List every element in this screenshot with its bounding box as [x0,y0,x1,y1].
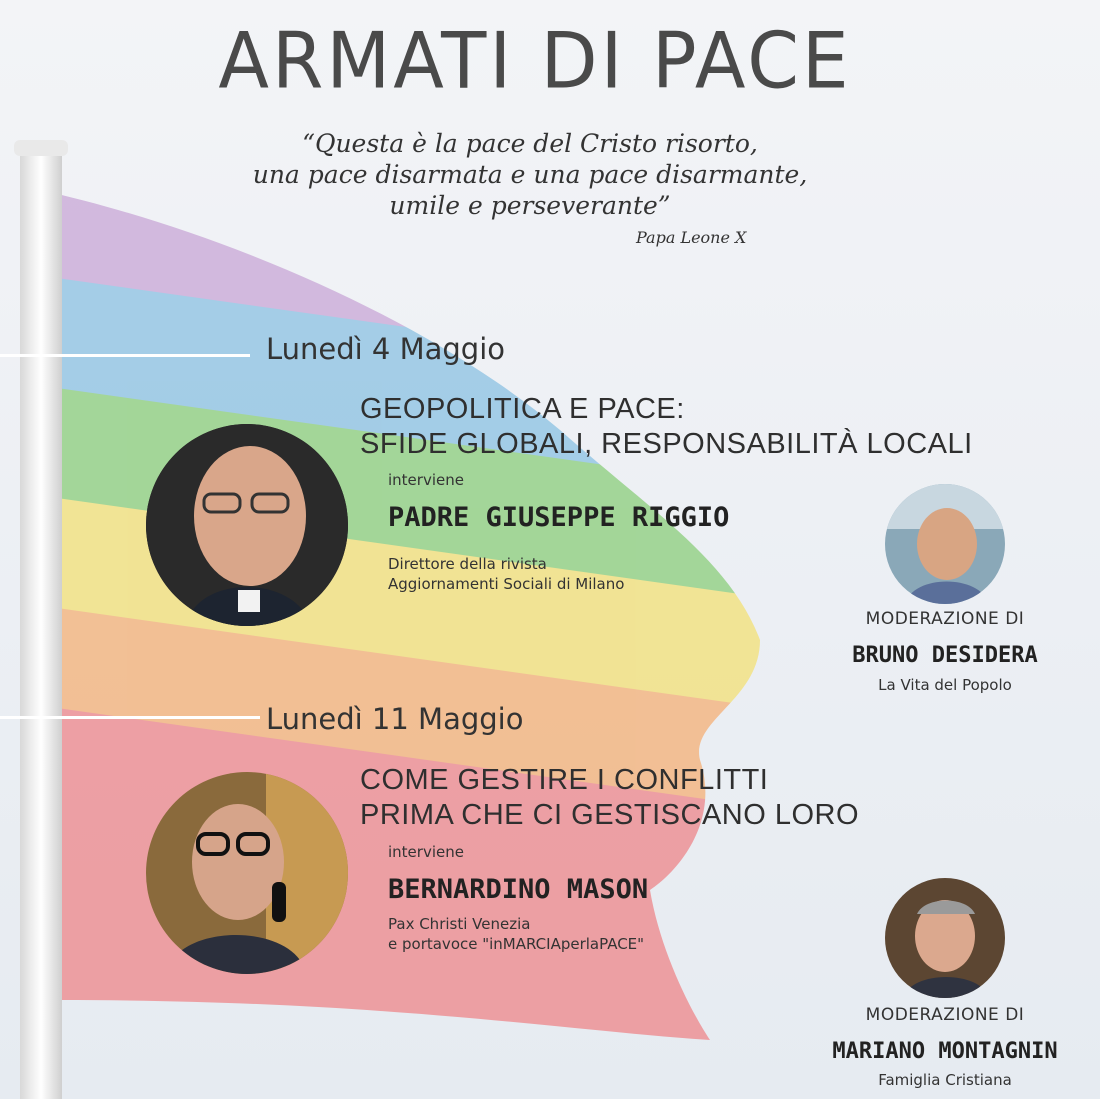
person-icon [885,484,1005,604]
speaker-photo [146,424,348,626]
speaker-photo [146,772,348,974]
poster-title: ARMATI DI PACE [218,15,852,107]
moderator-name: BRUNO DESIDERA [852,643,1038,668]
moderator-label: MODERAZIONE DI [865,1005,1025,1025]
person-icon [146,424,348,626]
speaker-label: interviene [388,843,464,861]
moderator-org: Famiglia Cristiana [878,1071,1012,1089]
person-icon [885,878,1005,998]
speaker-role-line-2: e portavoce "inMARCIAperlaPACE" [388,935,645,953]
event-topic-line-1: COME GESTIRE I CONFLITTI [360,764,769,796]
event-topic-line-2: PRIMA CHE CI GESTISCANO LORO [360,799,860,831]
event-topic [360,392,973,462]
date-divider [0,716,260,719]
moderator-org: La Vita del Popolo [878,676,1012,694]
quote-line-1: “Questa è la pace del Cristo risorto, [302,129,758,158]
moderator-photo [885,484,1005,604]
moderator-label: MODERAZIONE DI [865,609,1025,629]
speaker-role [388,554,624,594]
event-topic-line-1: GEOPOLITICA E PACE: [360,393,685,425]
quote-author: Papa Leone X [636,228,747,247]
speaker-role-line-1: Pax Christi Venezia [388,915,531,933]
speaker-role-line-2: Aggiornamenti Sociali di Milano [388,575,625,593]
date-divider [0,354,250,357]
speaker-name: BERNARDINO MASON [388,874,649,905]
speaker-name: PADRE GIUSEPPE RIGGIO [388,502,730,533]
quote-line-3: umile e perseverante” [389,191,671,220]
moderator-photo [885,878,1005,998]
speaker-role [388,914,644,954]
quote [160,128,900,221]
speaker-role-line-1: Direttore della rivista [388,555,547,573]
quote-line-2: una pace disarmata e una pace disarmante, [252,160,808,189]
person-icon [146,772,348,974]
event-date: Lunedì 11 Maggio [266,702,524,736]
speaker-label: interviene [388,471,464,489]
event-date: Lunedì 4 Maggio [266,332,506,366]
event-topic-line-2: SFIDE GLOBALI, RESPONSABILITÀ LOCALI [360,428,973,460]
moderator-name: MARIANO MONTAGNIN [832,1039,1058,1064]
event-topic [360,763,859,833]
